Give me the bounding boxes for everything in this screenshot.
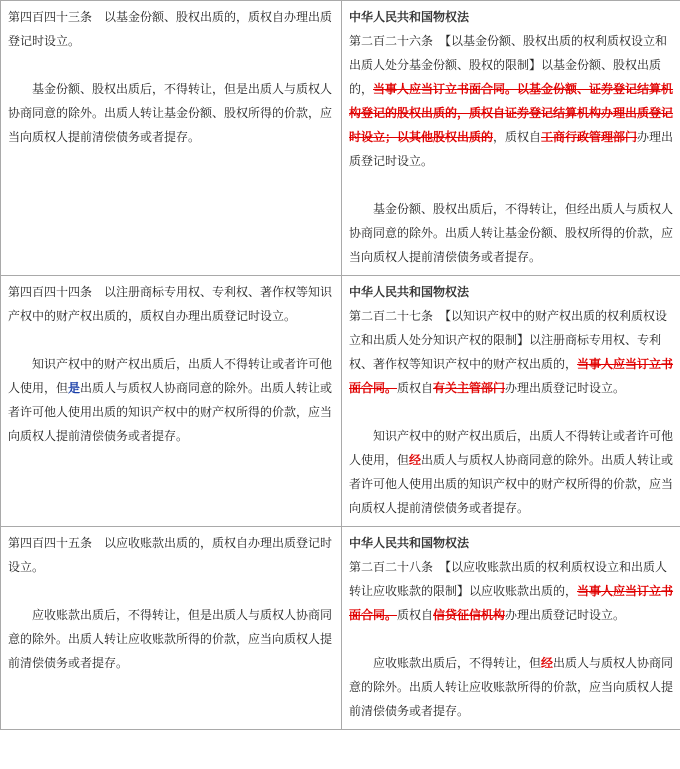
article-text <box>8 352 335 448</box>
property-law-cell <box>342 1 680 276</box>
text-run: 知识产权中的财产权出质后，出质人不得转让或者许可他人使用，但 <box>349 429 674 467</box>
text-run: 基金份额、股权出质后，不得转让， <box>373 202 566 216</box>
article-text: 第四百四十五条 以应收账款出质的，质权自办理出质登记时设立。 <box>8 536 333 574</box>
text-run: 出质人与质权人协商同意的除外。出质人转让或者许可他人使用出质的知识产权中的财产权所得的价款，应当向质权人提前清偿债务或者提存。 <box>8 381 333 443</box>
article-text <box>349 555 674 627</box>
highlighted-text: 经 <box>541 656 554 670</box>
civil-code-cell <box>1 527 342 730</box>
text-run: 办理出质登记时设立。 <box>505 608 626 622</box>
inserted-text: 是 <box>68 381 81 395</box>
table-row <box>1 527 680 730</box>
table-row <box>1 1 680 276</box>
text-run: 但经出质人与质权人协商同意的除外。出质人转让基金份额、股权所得的价款，应当向质权人提前清偿债务或者提存。 <box>349 202 674 264</box>
highlighted-text: 经 <box>409 453 422 467</box>
article-text: 基金份额、股权出质后，不得转让，但是出质人与质权人协商同意的除外。出质人转让基金份额、股权所得的价款，应当向质权人提前清偿债务或者提存。 <box>8 82 333 144</box>
text-run: 出质人与质权人协商同意的除外。出质人转让或者许可他人使用出质的知识产权中的财产权所得的价款，应当向质权人提前清偿债务或者提存。 <box>349 453 674 515</box>
deleted-text: 信贷征信机构 <box>433 608 506 622</box>
law-title: 中华人民共和国物权法 <box>349 10 470 24</box>
text-run: 出质人与质权人协商同意的除外。出质人转让应收账款所得的价款，应当向质权人提前清偿债务或者提存。 <box>349 656 674 718</box>
deleted-text: 有关主管部门 <box>433 381 506 395</box>
deleted-text: 当事人应当订立书面合同。 <box>349 357 674 395</box>
text-run: 知识产权中的财产权出质后，出质人不得转让或者许可他人使用，但 <box>8 357 333 395</box>
text-run: 办理出质登记时设立。 <box>349 130 674 168</box>
text-run: ，质权自 <box>493 130 542 144</box>
deleted-text: 当事人应当订立书面合同。 <box>349 584 674 622</box>
text-run: 质权自 <box>397 381 434 395</box>
text-run: 第二百二十七条 【以知识产权中的财产权出质的权利质权设立和出质人处分知识产权的限制】以注册商标专用权、专利权、著作权等知识产权中的财产权出质的， <box>349 309 668 371</box>
text-run: 质权自 <box>397 608 434 622</box>
text-run: 办理出质登记时设立。 <box>505 381 626 395</box>
article-text: 第四百四十四条 以注册商标专用权、专利权、著作权等知识产权中的财产权出质的，质权自办理出质登记时设立。 <box>8 285 333 323</box>
property-law-cell <box>342 527 680 730</box>
deleted-text: 当事人应当订立书面合同。以基金份额、证券登记结算机构登记的股权出质的，质权自证券登记结算机构办理出质登记时设立；以其他股权出质的 <box>349 82 674 144</box>
article-text <box>349 29 674 173</box>
article-text <box>349 197 674 269</box>
text-run: 应收账款出质后，不得转让，但 <box>373 656 542 670</box>
text-run: 第二百二十六条 【以基金份额、股权出质的权利质权设立和出质人处分基金份额、股权的限制】以基金份额、股权出质的， <box>349 34 668 96</box>
civil-code-cell <box>1 1 342 276</box>
table-row <box>1 276 680 527</box>
article-text: 第四百四十三条 以基金份额、股权出质的，质权自办理出质登记时设立。 <box>8 10 333 48</box>
article-text <box>349 651 674 723</box>
deleted-text: 工商行政管理部门 <box>541 130 638 144</box>
article-text <box>349 304 674 400</box>
law-title: 中华人民共和国物权法 <box>349 285 470 299</box>
law-title: 中华人民共和国物权法 <box>349 536 470 550</box>
property-law-cell <box>342 276 680 527</box>
article-text <box>349 424 674 520</box>
civil-code-cell <box>1 276 342 527</box>
text-run: 第二百二十八条 【以应收账款出质的权利质权设立和出质人转让应收账款的限制】以应收账款出质的， <box>349 560 668 598</box>
article-text: 应收账款出质后，不得转让，但是出质人与质权人协商同意的除外。出质人转让应收账款所得的价款，应当向质权人提前清偿债务或者提存。 <box>8 608 333 670</box>
